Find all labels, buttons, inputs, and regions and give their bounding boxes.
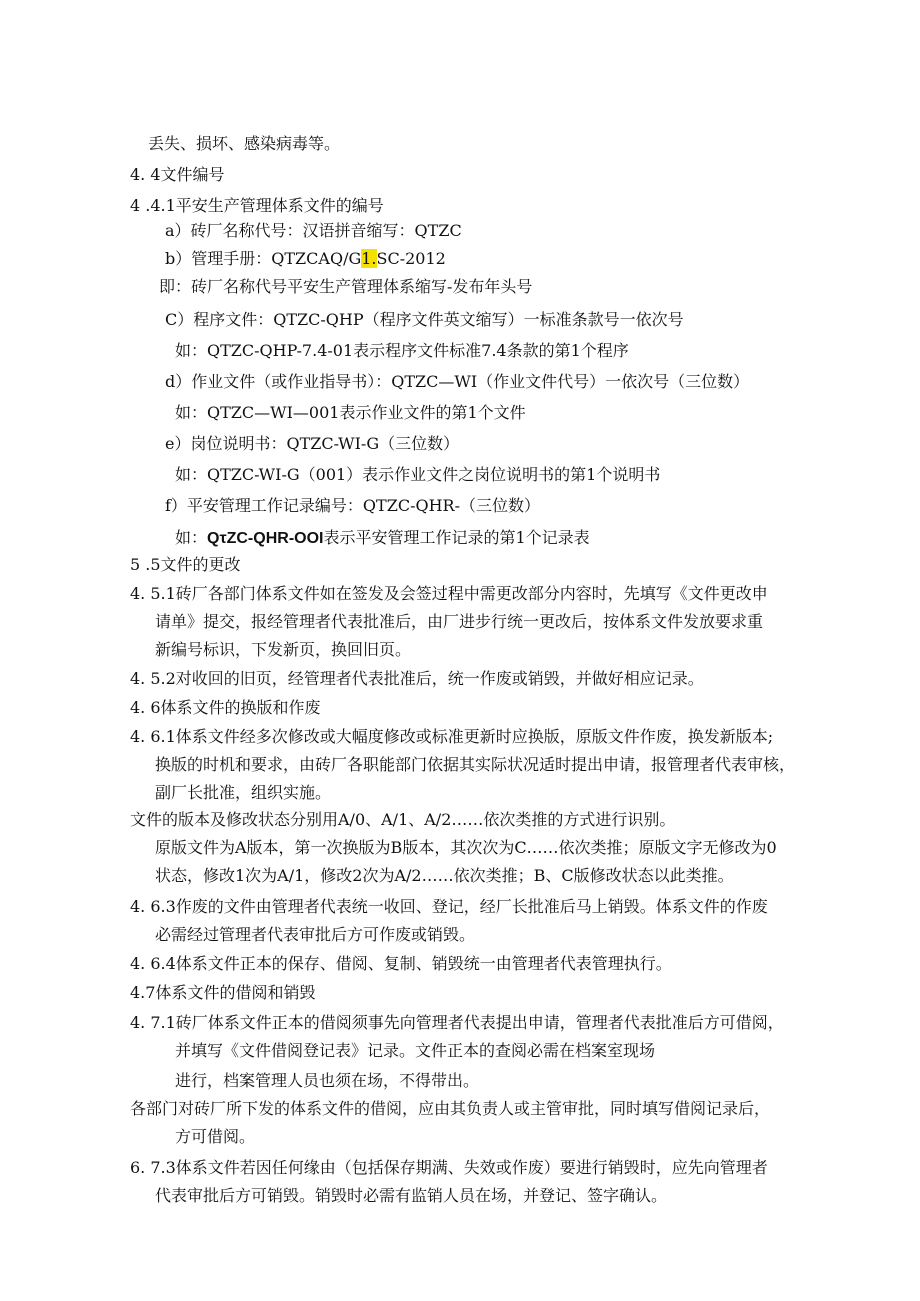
paragraph-line: 4. 7.1砖厂体系文件正本的借阅须事先向管理者代表提出申请，管理者代表批准后方可借阅， xyxy=(130,1013,784,1032)
paragraph-line: 各部门对砖厂所下发的体系文件的借阅，应由其负责人或主管审批，同时填写借阅记录后， xyxy=(130,1099,771,1118)
example-suffix: 表示平安管理工作记录的第1个记录表 xyxy=(323,528,590,547)
paragraph-line: 文件的版本及修改状态分别用A/0、A/1、A/2……依次类推的方式进行识别。 xyxy=(130,810,676,829)
paragraph-line: 4. 6.1体系文件经多次修改或大幅度修改或标准更新时应换版，原版文件作废，换发新版本; xyxy=(130,727,774,746)
example-line: 如：QTZC-QHP-7.4-01表示程序文件标准7.4条款的第1个程序 xyxy=(175,341,629,360)
subsection-heading: 4 .4.1平安生产管理体系文件的编号 xyxy=(130,196,384,215)
paragraph-line: 新编号标识，下发新页，换回旧页。 xyxy=(155,640,412,659)
section-heading: 4. 4文件编号 xyxy=(130,165,225,184)
paragraph-line: 状态，修改1次为A/1，修改2次为A/2……依次类推；B、C版修改状态以此类推。 xyxy=(155,866,734,885)
paragraph-line: 请单》提交，报经管理者代表批准后，由厂进步行统一更改后，按体系文件发放要求重 xyxy=(155,612,764,631)
list-item-prefix: b）管理手册：QTZCAQ/G xyxy=(165,249,362,268)
record-code: QτZC-QHR-OOI xyxy=(207,530,324,547)
paragraph-line: 6. 7.3体系文件若因任何缘由（包括保存期满、失效或作废）要进行销毁时，应先向管理者 xyxy=(130,1158,768,1177)
paragraph-line: 副厂长批准，组织实施。 xyxy=(155,783,332,802)
example-line: 如：QTZC-WI-G（001）表示作业文件之岗位说明书的第1个说明书 xyxy=(175,465,661,484)
list-item: d）作业文件（或作业指导书）：QTZC—WI（作业文件代号）一依次号（三位数） xyxy=(165,372,750,391)
section-heading: 5 .5文件的更改 xyxy=(130,555,241,574)
paragraph-line: 4. 5.2对收回的旧页，经管理者代表批准后，统一作废或销毁，并做好相应记录。 xyxy=(130,669,704,688)
text-line: 丢失、损坏、感染病毒等。 xyxy=(148,134,341,153)
list-item: f）平安管理工作记录编号：QTZC-QHR-（三位数） xyxy=(165,496,541,515)
paragraph-line: 4. 6.4体系文件正本的保存、借阅、复制、销毁统一由管理者代表管理执行。 xyxy=(130,954,672,973)
highlighted-text: 1. xyxy=(361,249,377,268)
list-item: C）程序文件：QTZC-QHP（程序文件英文缩写）一标准条款号一依次号 xyxy=(165,310,684,329)
example-line xyxy=(175,528,590,549)
paragraph-line: 换版的时机和要求，由砖厂各职能部门依据其实际状况适时提出申请，报管理者代表审核， xyxy=(155,755,796,774)
section-heading: 4. 6体系文件的换版和作废 xyxy=(130,698,321,717)
paragraph-line: 进行，档案管理人员也须在场，不得带出。 xyxy=(175,1071,480,1090)
paragraph-line: 4. 6.3作废的文件由管理者代表统一收回、登记，经厂长批准后马上销毁。体系文件的作废 xyxy=(130,897,768,916)
example-line: 如：QTZC—WI—001表示作业文件的第1个文件 xyxy=(175,403,526,422)
paragraph-line: 方可借阅。 xyxy=(175,1127,256,1146)
paragraph-line: 并填写《文件借阅登记表》记录。文件正本的查阅必需在档案室现场 xyxy=(175,1041,656,1060)
section-heading: 4.7体系文件的借阅和销毁 xyxy=(130,983,316,1002)
list-item-suffix: SC-2012 xyxy=(376,249,446,268)
paragraph-line: 代表审批后方可销毁。销毁时必需有监销人员在场，并登记、签字确认。 xyxy=(155,1186,668,1205)
text-line: 即：砖厂名称代号平安生产管理体系缩写-发布年头号 xyxy=(159,277,533,296)
list-item: a）砖厂名称代号：汉语拼音缩写：QTZC xyxy=(165,221,462,240)
example-prefix: 如： xyxy=(175,528,208,547)
paragraph-line: 必需经过管理者代表审批后方可作废或销毁。 xyxy=(155,925,476,944)
paragraph-line: 原版文件为A版本，第一次换版为B版本，其次次为C……依次类推；原版文字无修改为0 xyxy=(155,838,777,857)
list-item: e）岗位说明书：QTZC-WI-G（三位数） xyxy=(165,434,460,453)
paragraph-line: 4. 5.1砖厂各部门体系文件如在签发及会签过程中需更改部分内容时，先填写《文件更改申 xyxy=(130,584,768,603)
list-item xyxy=(165,249,446,269)
